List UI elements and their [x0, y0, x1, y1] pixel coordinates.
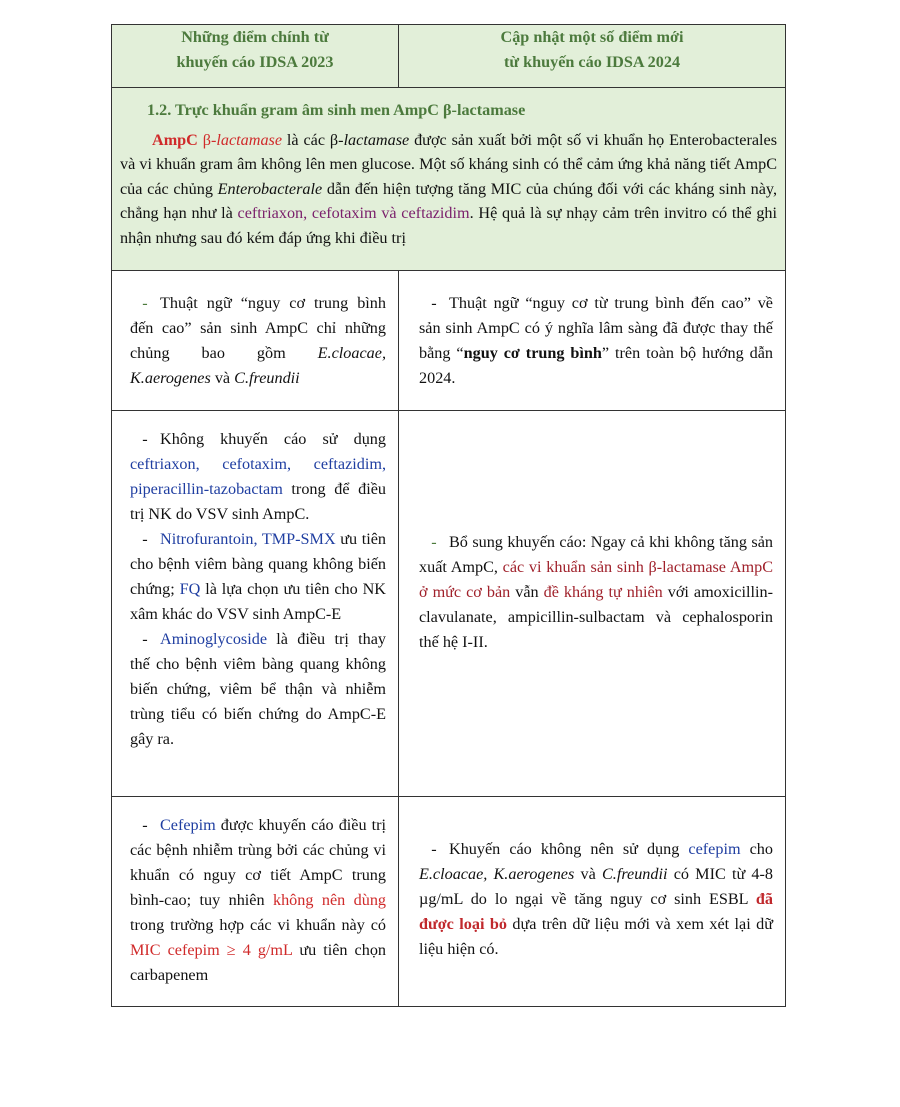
row2-left — [112, 411, 399, 797]
row2-l1-text: Không khuyến cáo sử dụng — [160, 430, 386, 448]
row3-left-red-2: MIC cefepim ≥ 4 g/mL — [130, 941, 293, 959]
header-col2-line1: Cập nhật một số điểm mới — [500, 28, 684, 46]
row3-left-red-1: không nên dùng — [272, 891, 387, 909]
row2-l3-text: là điều trị thay thế cho bệnh viêm bàng quang không biến chứng, viêm bể thận và nhiễm trùng tiểu có biến chứng do AmpC-E gây ra. — [130, 630, 386, 748]
row2-right-text-2: vẫn — [510, 583, 544, 601]
row3-right-and: và — [574, 865, 602, 883]
bullet-dash: - — [142, 530, 148, 548]
section-body — [120, 128, 777, 250]
row3-left — [112, 797, 399, 1007]
bullet-dash: - — [431, 294, 437, 312]
row3-right-species-2: C.freundii — [601, 865, 668, 883]
row2-l2-fq: FQ — [179, 580, 201, 598]
section-row — [112, 88, 786, 271]
row1-right-text: Thuật ngữ “nguy cơ từ trung bình đến cao” về sản sinh AmpC có ý nghĩa lâm sàng đã được thay thế bằng “ — [419, 294, 773, 362]
ampc-term: AmpC — [152, 131, 198, 149]
header-col1-line1: Những điểm chính từ — [181, 28, 329, 46]
row1-left-and: và — [210, 369, 235, 387]
bullet-dash: - — [142, 816, 148, 834]
header-col1-line2: khuyến cáo IDSA 2023 — [176, 53, 334, 71]
row3-right-species: E.cloacae, K.aerogenes — [419, 865, 575, 883]
row3-left-drug: Cefepim — [160, 816, 216, 834]
row2-right — [399, 411, 786, 797]
bullet-dash: - — [142, 294, 148, 312]
row2-l2-drugs: Nitrofurantoin, TMP-SMX — [160, 530, 336, 548]
section-text-2: được sản xuất bởi một số vi khuẩn họ Enterobacterales và vi khuẩn gram âm không lên men glucose. Một số kháng sinh có thể cảm ứng khả năng tiết AmpC của các chủng — [120, 131, 777, 198]
row2-right-text-end: với amoxicillin-clavulanate, ampicillin-sulbactam và cephalosporin thế hệ I-II. — [419, 583, 774, 651]
row3-right-text: Khuyến cáo không nên sử dụng — [449, 840, 689, 858]
row3-right-para — [419, 837, 773, 962]
row2-left-para-2 — [130, 527, 386, 627]
row3-right-bold: đã được loại bỏ — [419, 890, 773, 933]
row3-right-for: cho — [740, 840, 773, 858]
row3-left-text: được khuyến cáo điều trị các bệnh nhiễm trùng bởi các chủng vi khuẩn có nguy cơ tiết AmpC trung bình-cao; tuy nhiên — [130, 816, 386, 909]
bullet-dash: - — [142, 430, 148, 448]
row1-left-species-2: C.freundii — [234, 369, 300, 387]
row3-right-drug: cefepim — [688, 840, 741, 858]
row-2 — [112, 411, 786, 797]
row1-right-para — [419, 291, 773, 391]
row3-right — [399, 797, 786, 1007]
header-col-2023 — [112, 25, 399, 88]
header-col2-line2: từ khuyến cáo IDSA 2024 — [503, 53, 681, 71]
section-text-1: là các β- — [282, 131, 344, 149]
comparison-table — [111, 24, 786, 1007]
section-text-end: . Hệ quả là sự nhạy cảm trên invitro có thể ghi nhận nhưng sau đó kém đáp ứng khi điều trị — [120, 204, 778, 247]
row1-right — [399, 271, 786, 411]
row3-left-para — [130, 813, 386, 988]
section-text-3: dẫn đến hiện tượng tăng MIC của chúng đối với các kháng sinh này, chẳng hạn như là — [120, 179, 777, 223]
row2-l2-text-end: là lựa chọn ưu tiên cho NK xâm khác do VSV sinh AmpC-E — [130, 580, 386, 623]
row2-l2-text: ưu tiên cho bệnh viêm bàng quang không biến chứng; — [130, 530, 386, 598]
bullet-dash: - — [142, 630, 148, 648]
row1-left-species: E.cloacae, K.aerogenes — [130, 344, 386, 387]
row2-right-red-1: các vi khuẩn sản sinh β-lactamase AmpC ở mức cơ bản — [419, 558, 773, 601]
header-col-2024 — [399, 25, 786, 88]
row2-right-text: Bổ sung khuyến cáo: Ngay cả khi không tăng sản xuất AmpC, — [419, 533, 773, 576]
row1-left-text: Thuật ngữ “nguy cơ trung bình đến cao” sản sinh AmpC chỉ những chủng bao gồm — [130, 294, 386, 362]
row3-left-text-end: ưu tiên chọn carbapenem — [130, 941, 387, 984]
row2-right-para — [419, 530, 773, 655]
lactamase-term-2: lactamase — [343, 131, 410, 149]
beta-prefix: β- — [202, 131, 217, 149]
row-1 — [112, 271, 786, 411]
row3-right-text-end: dựa trên dữ liệu mới và xem xét lại dữ liệu hiện có. — [419, 915, 773, 958]
row2-left-para-1 — [130, 427, 386, 527]
row2-l1-text-end: trong để điều trị NK do VSV sinh AmpC. — [130, 480, 386, 523]
row2-l1-drugs: ceftriaxon, cefotaxim, ceftazidim, piperacillin-tazobactam — [130, 455, 386, 498]
section-drugs: ceftriaxon, cefotaxim và ceftazidim — [237, 204, 470, 223]
lactamase-term: lactamase — [216, 131, 283, 149]
bullet-dash: - — [431, 840, 437, 858]
section-title: 1.2. Trực khuẩn gram âm sinh men AmpC β-lactamase — [147, 101, 526, 119]
row2-l3-drug: Aminoglycoside — [160, 630, 268, 648]
row1-left-para — [130, 291, 386, 391]
section-cell — [112, 88, 786, 271]
row2-left-para-3 — [130, 627, 386, 752]
row2-right-red-2: đề kháng tự nhiên — [543, 583, 663, 601]
row1-right-text-end: ” trên toàn bộ hướng dẫn 2024. — [419, 344, 773, 387]
header-row — [112, 25, 786, 88]
enterobacterale-term: Enterobacterale — [217, 179, 323, 198]
row1-right-bold: nguy cơ trung bình — [463, 344, 602, 362]
bullet-dash: - — [431, 533, 437, 551]
row-3 — [112, 797, 786, 1007]
row3-left-text-2: trong trường hợp các vi khuẩn này có — [130, 916, 386, 934]
row3-right-text-2: có MIC từ 4-8 µg/mL do lo ngại về tăng nguy cơ sinh ESBL — [419, 865, 774, 908]
row1-left — [112, 271, 399, 411]
